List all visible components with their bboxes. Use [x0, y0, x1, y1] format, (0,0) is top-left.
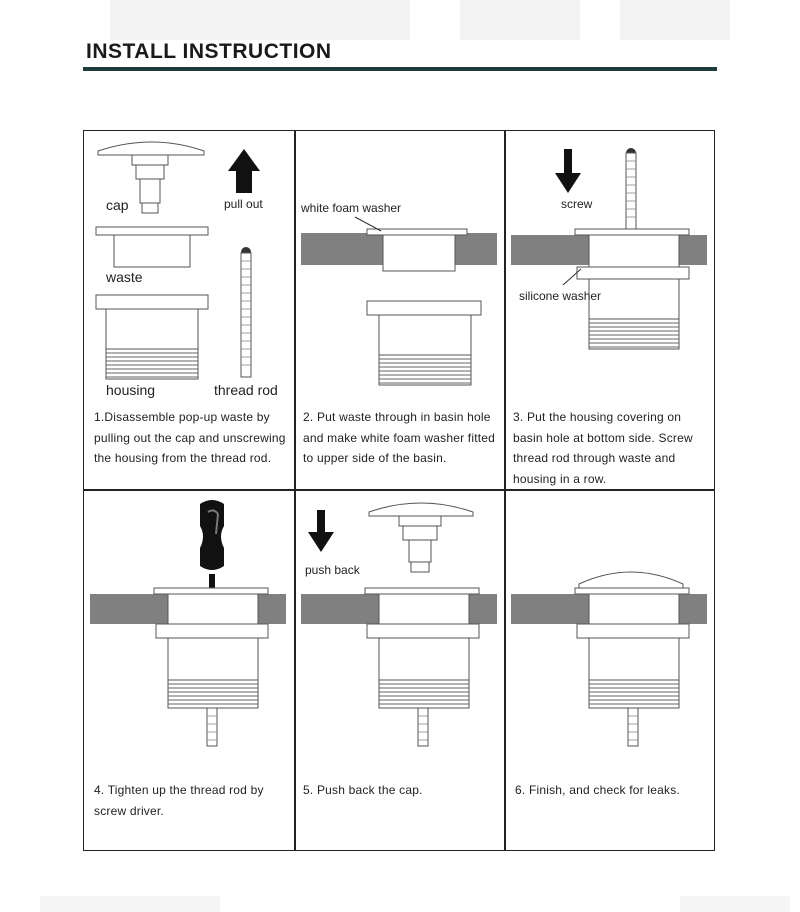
faded-header-bar: [620, 0, 730, 40]
label-housing: housing: [106, 382, 156, 398]
title-underline: [83, 67, 717, 71]
label-silicone-washer: silicone washer: [519, 289, 602, 303]
step-2-panel: [295, 131, 504, 489]
step-3-panel: [505, 131, 714, 489]
label-pull-out: pull out: [224, 197, 263, 211]
step-1-illustration: [84, 131, 294, 401]
step-4-panel: [84, 490, 294, 850]
step-5-illustration: [295, 490, 504, 770]
step-3-illustration: [505, 131, 714, 401]
step-2-caption: 2. Put waste through in basin hole and make white foam washer fitted to upper side of the basin.: [303, 410, 496, 465]
step-1-panel: [84, 131, 294, 489]
step-2-illustration: [295, 131, 504, 401]
step-4-caption: 4. Tighten up the thread rod by screw driver.: [94, 783, 264, 818]
step-6-illustration: [505, 490, 714, 770]
label-thread-rod: thread rod: [214, 382, 278, 398]
label-screw: screw: [561, 197, 593, 211]
step-3-caption: 3. Put the housing covering on basin hole at bottom side. Screw thread rod through waste and housing in a row.: [513, 410, 693, 486]
faded-footer-bar: [680, 896, 790, 912]
page-title: INSTALL INSTRUCTION: [86, 40, 332, 63]
label-cap: cap: [106, 197, 129, 213]
step-5-caption: 5. Push back the cap.: [303, 783, 423, 797]
instruction-grid: [83, 130, 715, 851]
step-5-panel: [295, 490, 504, 850]
faded-header-bar: [110, 0, 410, 40]
faded-footer-bar: [40, 896, 220, 912]
label-white-foam-washer: white foam washer: [301, 201, 402, 215]
step-6-caption: 6. Finish, and check for leaks.: [515, 783, 680, 797]
label-waste: waste: [106, 269, 143, 285]
step-6-panel: [505, 490, 714, 850]
step-1-caption: 1.Disassemble pop-up waste by pulling out the cap and unscrewing the housing from the thread rod.: [94, 410, 286, 465]
step-4-illustration: [84, 490, 294, 770]
label-push-back: push back: [305, 563, 360, 577]
faded-header-bar: [460, 0, 580, 40]
